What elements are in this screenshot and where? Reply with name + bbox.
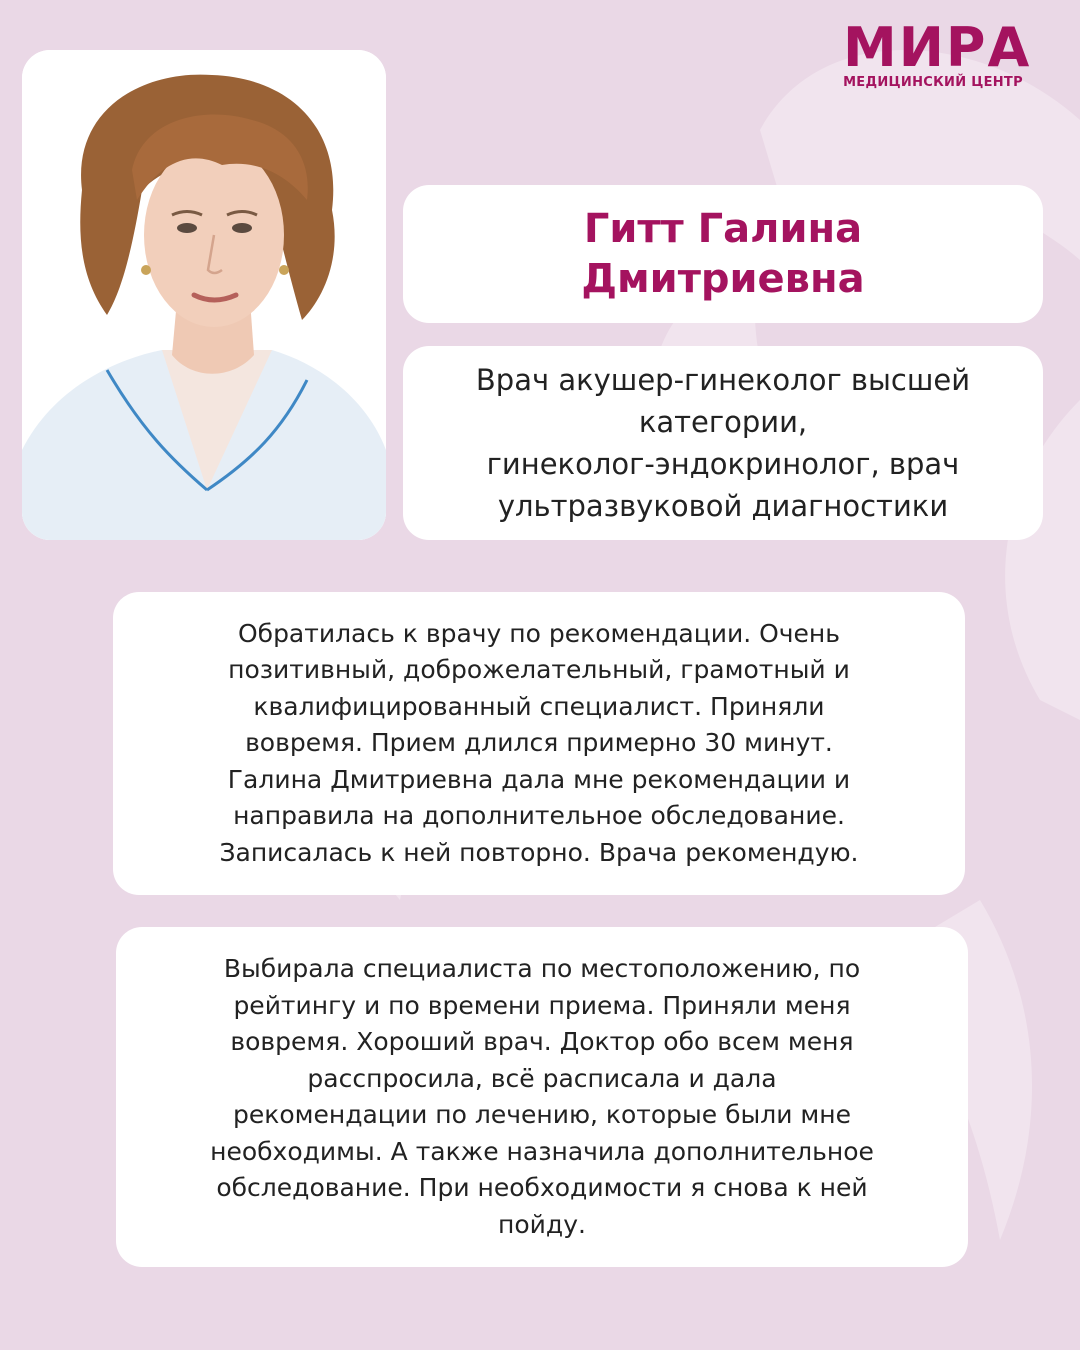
review-card bbox=[113, 592, 965, 895]
doctor-photo bbox=[22, 50, 386, 540]
doctor-name: Гитт Галина Дмитриевна bbox=[581, 206, 865, 302]
review-text: Обратилась к врачу по рекомендации. Очень позитивный, доброжелательный, грамотный и квалифицированный специалист. Приняли вовремя. Прием длился примерно 30 минут. Галина Дмитриевна дала мне рекомендации и направила на дополнительное обследование. Записалась к ней повторно. Врача рекомендую. bbox=[219, 618, 859, 867]
doctor-name-card bbox=[403, 185, 1043, 323]
doctor-specialty-card bbox=[403, 346, 1043, 540]
brand-logo[interactable] bbox=[843, 16, 1032, 90]
brand-subtitle: МЕДИЦИНСКИЙ ЦЕНТР bbox=[843, 75, 1023, 90]
brand-name: МИРА bbox=[843, 16, 1032, 79]
doctor-portrait-illustration bbox=[22, 50, 386, 540]
review-text: Выбирала специалиста по местоположению, по рейтингу и по времени приема. Приняли меня вовремя. Хороший врач. Доктор обо всем меня расспросила, всё расписала и дала рекомендации по лечению, которые были мне необходимы. А также назначила дополнительное обследование. При необходимости я снова к ней пойду. bbox=[210, 954, 874, 1239]
doctor-specialty: Врач акушер-гинеколог высшей категории, гинеколог-эндокринолог, врач ультразвуковой диагностики bbox=[475, 363, 971, 523]
review-card bbox=[116, 927, 968, 1267]
